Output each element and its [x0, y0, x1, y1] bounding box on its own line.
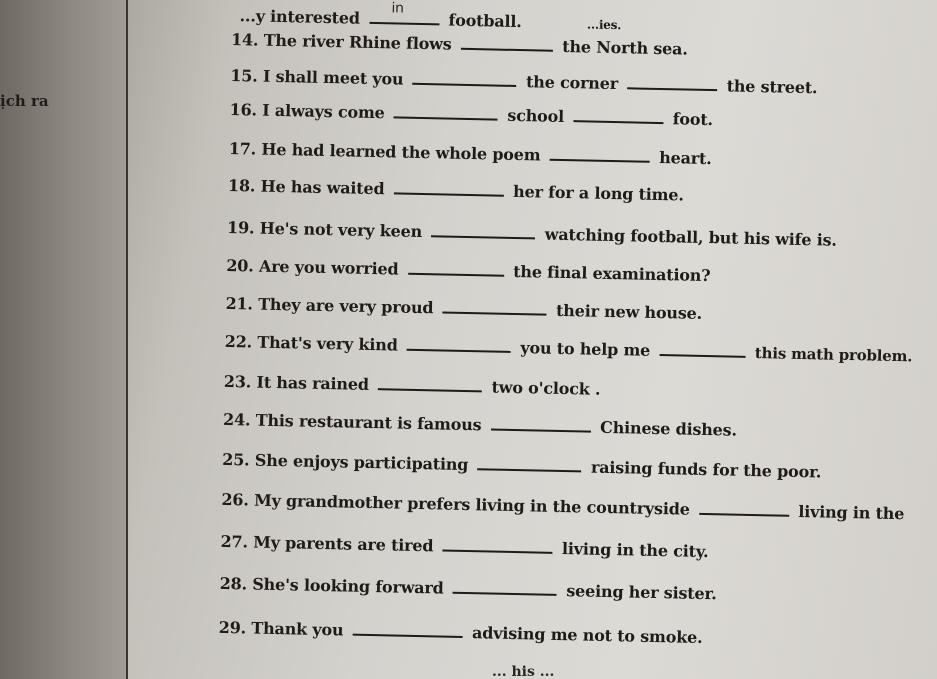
exercise-number: 28.: [219, 573, 248, 594]
exercise-text: Are you worried: [258, 256, 399, 279]
exercise-line-18: [228, 176, 684, 205]
exercise-tail: school: [507, 105, 565, 126]
exercise-line-19: [227, 218, 837, 250]
answer-blank[interactable]: [378, 378, 482, 392]
answer-blank[interactable]: [627, 77, 717, 91]
exercise-line-23: [224, 372, 601, 399]
exercise-number: 16.: [229, 99, 258, 120]
bottom-cut-text: ... his ...: [492, 664, 555, 679]
exercise-number: 15.: [230, 65, 258, 86]
exercise-number: 26.: [221, 489, 249, 510]
exercise-text: I shall meet you: [262, 66, 404, 89]
exercise-number: 18.: [227, 175, 256, 196]
exercise-tail: two o'clock .: [491, 377, 601, 399]
exercise-number: 17.: [228, 138, 257, 159]
exercise-line-20: [226, 256, 710, 285]
exercise-number: 20.: [226, 255, 254, 276]
exercise-text: That's very kind: [257, 332, 398, 355]
exercise-text: He has waited: [260, 176, 385, 199]
answer-blank[interactable]: [461, 38, 553, 52]
exercise-number: 29.: [218, 617, 247, 638]
exercise-text: ...y interested: [239, 6, 361, 28]
answer-blank[interactable]: [443, 301, 547, 315]
exercise-tail: you to help me: [520, 338, 651, 360]
exercise-tail: Chinese dishes.: [599, 417, 738, 440]
exercise-number: 21.: [225, 293, 254, 314]
exercise-tail: the final examination?: [513, 261, 711, 286]
exercise-tail: living in the: [798, 501, 905, 524]
exercise-line-22: [225, 332, 913, 365]
exercise-line-16: [229, 100, 713, 129]
exercise-tail: heart.: [658, 147, 712, 169]
answer-blank[interactable]: [394, 182, 504, 196]
top-right-fragment: ...ies.: [586, 17, 622, 33]
exercise-line-28: [219, 574, 716, 603]
exercise-tail: foot.: [672, 109, 714, 130]
exercise-tail: football.: [448, 10, 522, 32]
answer-blank[interactable]: [408, 263, 504, 277]
exercise-line-25: [222, 450, 821, 482]
exercise-line-15: [230, 66, 817, 97]
exercise-text: It has rained: [256, 372, 370, 394]
exercise-text: My grandmother prefers living in the countryside: [253, 490, 690, 519]
answer-blank[interactable]: [369, 0, 439, 25]
exercise-text: She's looking forward: [252, 574, 444, 598]
exercise-number: 25.: [222, 449, 250, 470]
answer-blank[interactable]: [353, 624, 463, 638]
answer-blank[interactable]: [431, 225, 535, 239]
left-page-fragment: ịch ra: [0, 92, 49, 110]
exercise-tail: the corner: [525, 72, 619, 94]
answer-blank[interactable]: [491, 419, 591, 433]
exercise-line-27: [220, 532, 708, 561]
exercise-text: He's not very keen: [259, 218, 423, 242]
exercise-line-13: [239, 0, 622, 33]
exercise-tail: the North sea.: [562, 36, 688, 59]
exercise-line-29: [219, 618, 703, 647]
answer-blank[interactable]: [659, 344, 745, 358]
handwritten-answer: in: [391, 0, 404, 17]
answer-blank[interactable]: [443, 540, 553, 554]
exercise-number: 24.: [222, 409, 251, 430]
answer-blank[interactable]: [413, 73, 517, 87]
exercise-line-24: [223, 410, 737, 440]
exercise-text: This restaurant is famous: [255, 410, 482, 435]
exercise-number: 14.: [230, 29, 259, 50]
exercise-text: She enjoys participating: [254, 450, 469, 475]
exercise-line-17: [229, 139, 712, 168]
exercise-text: He had learned the whole poem: [261, 139, 541, 165]
exercise-line-14: [231, 30, 688, 59]
answer-blank[interactable]: [573, 110, 663, 124]
exercise-tail: her for a long time.: [512, 181, 684, 205]
answer-blank[interactable]: [394, 106, 498, 120]
answer-blank[interactable]: [478, 458, 582, 472]
exercise-text: They are very proud: [257, 294, 434, 318]
exercise-line-26: [221, 490, 904, 523]
exercise-tail: watching football, but his wife is.: [544, 224, 837, 250]
answer-blank[interactable]: [699, 503, 789, 517]
exercise-tail: seeing her sister.: [566, 581, 717, 604]
exercise-tail: living in the city.: [561, 539, 709, 562]
book-gutter-line: [126, 0, 128, 679]
worksheet-content: [218, 0, 937, 679]
exercise-tail: raising funds for the poor.: [590, 457, 822, 482]
exercise-tail: advising me not to smoke.: [471, 623, 703, 647]
exercise-tail: the street.: [726, 76, 818, 98]
exercise-tail: this math problem.: [754, 344, 913, 366]
exercise-text: The river Rhine flows: [263, 30, 452, 54]
exercise-text: My parents are tired: [252, 532, 434, 556]
exercise-number: 23.: [223, 371, 252, 392]
exercise-tail: their new house.: [555, 300, 703, 323]
answer-blank[interactable]: [550, 149, 650, 163]
answer-blank[interactable]: [407, 339, 511, 353]
answer-blank[interactable]: [453, 582, 557, 596]
exercise-number: 27.: [220, 531, 249, 552]
exercise-text: Thank you: [251, 618, 344, 640]
exercise-number: 19.: [226, 217, 255, 238]
exercise-number: 22.: [224, 331, 253, 352]
exercise-text: I always come: [262, 100, 385, 123]
exercise-line-21: [225, 294, 702, 323]
